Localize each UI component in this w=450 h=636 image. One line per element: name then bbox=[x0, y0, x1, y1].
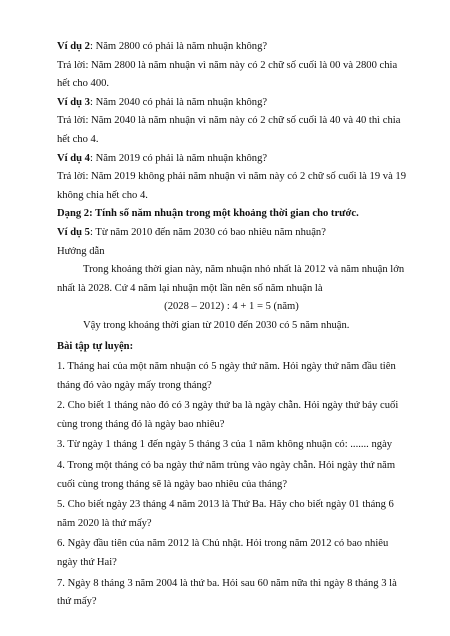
example-question-text: : Từ năm 2010 đến năm 2030 có bao nhiêu năm nhuận? bbox=[89, 226, 326, 238]
example-label: Ví dụ 4 bbox=[57, 152, 90, 164]
example-label: Ví dụ 3 bbox=[57, 96, 90, 108]
exercise-item: 6. Ngày đầu tiên của năm 2012 là Chủ nhật. Hỏi trong năm 2012 có bao nhiêu ngày thứ Hai? bbox=[57, 538, 389, 569]
exercises-heading: Bài tập tự luyện: bbox=[57, 340, 134, 352]
example-3-answer: Trả lời: Năm 2040 là năm nhuận vì năm này có 2 chữ số cuối là 40 và 40 thì chia hết cho 4. bbox=[57, 115, 401, 145]
exercise-item: 2. Cho biết 1 tháng nào đó có 3 ngày thứ ba là ngày chẵn. Hỏi ngày thứ bảy cuối cùng trong tháng đó là ngày bao nhiêu? bbox=[57, 400, 399, 430]
example-5-question bbox=[57, 224, 406, 243]
exercise-item: 4. Trong một tháng có ba ngày thứ năm trùng vào ngày chẵn. Hỏi ngày thứ năm cuối cùng trong tháng sẽ là ngày bao nhiêu của tháng? bbox=[57, 460, 396, 490]
conclusion: Vậy trong khoảng thời gian từ 2010 đến 2030 có 5 năm nhuận. bbox=[83, 319, 350, 331]
exercise-item: 5. Cho biết ngày 23 tháng 4 năm 2013 là Thứ Ba. Hãy cho biết ngày 01 tháng 6 năm 2020 là thứ mấy? bbox=[57, 499, 394, 529]
example-question-text: : Năm 2019 có phải là năm nhuận không? bbox=[89, 152, 268, 164]
example-2-question bbox=[57, 38, 406, 57]
guide-text: Trong khoảng thời gian này, năm nhuận nhỏ nhất là 2012 và năm nhuận lớn nhất là 2028. Cứ 4 năm lại nhuận một lần nên số năm nhuận là bbox=[57, 264, 405, 294]
example-3-question bbox=[57, 94, 406, 113]
example-4-question bbox=[57, 150, 406, 169]
section-2-heading: Dạng 2: Tính số năm nhuận trong một khoảng thời gian cho trước. bbox=[57, 208, 359, 220]
example-label: Ví dụ 2 bbox=[57, 41, 90, 52]
example-2-answer: Trả lời: Năm 2800 là năm nhuận vì năm này có 2 chữ số cuối là 00 và 2800 chia hết cho 400. bbox=[57, 59, 398, 90]
exercise-item: 3. Từ ngày 1 tháng 1 đến ngày 5 tháng 3 của 1 năm không nhuận có: ....... ngày bbox=[57, 439, 393, 451]
example-4-answer: Trả lời: Năm 2019 không phải năm nhuận vì năm này có 2 chữ số cuối là 19 và 19 không chia hết cho 4. bbox=[57, 171, 407, 201]
exercise-item: 1. Tháng hai của một năm nhuận có 5 ngày thứ năm. Hỏi ngày thứ năm đầu tiên tháng đó vào ngày mấy trong tháng? bbox=[57, 361, 396, 391]
exercise-item: 7. Ngày 8 tháng 3 năm 2004 là thứ ba. Hỏi sau 60 năm nữa thì ngày 8 tháng 3 là thứ mấy? bbox=[57, 577, 397, 608]
example-question-text: : Năm 2800 có phải là năm nhuận không? bbox=[89, 41, 268, 52]
example-question-text: : Năm 2040 có phải là năm nhuận không? bbox=[89, 96, 268, 108]
example-label: Ví dụ 5 bbox=[57, 226, 90, 238]
guide-label: Hướng dẫn bbox=[57, 245, 105, 257]
formula: (2028 – 2012) : 4 + 1 = 5 (năm) bbox=[164, 301, 299, 313]
